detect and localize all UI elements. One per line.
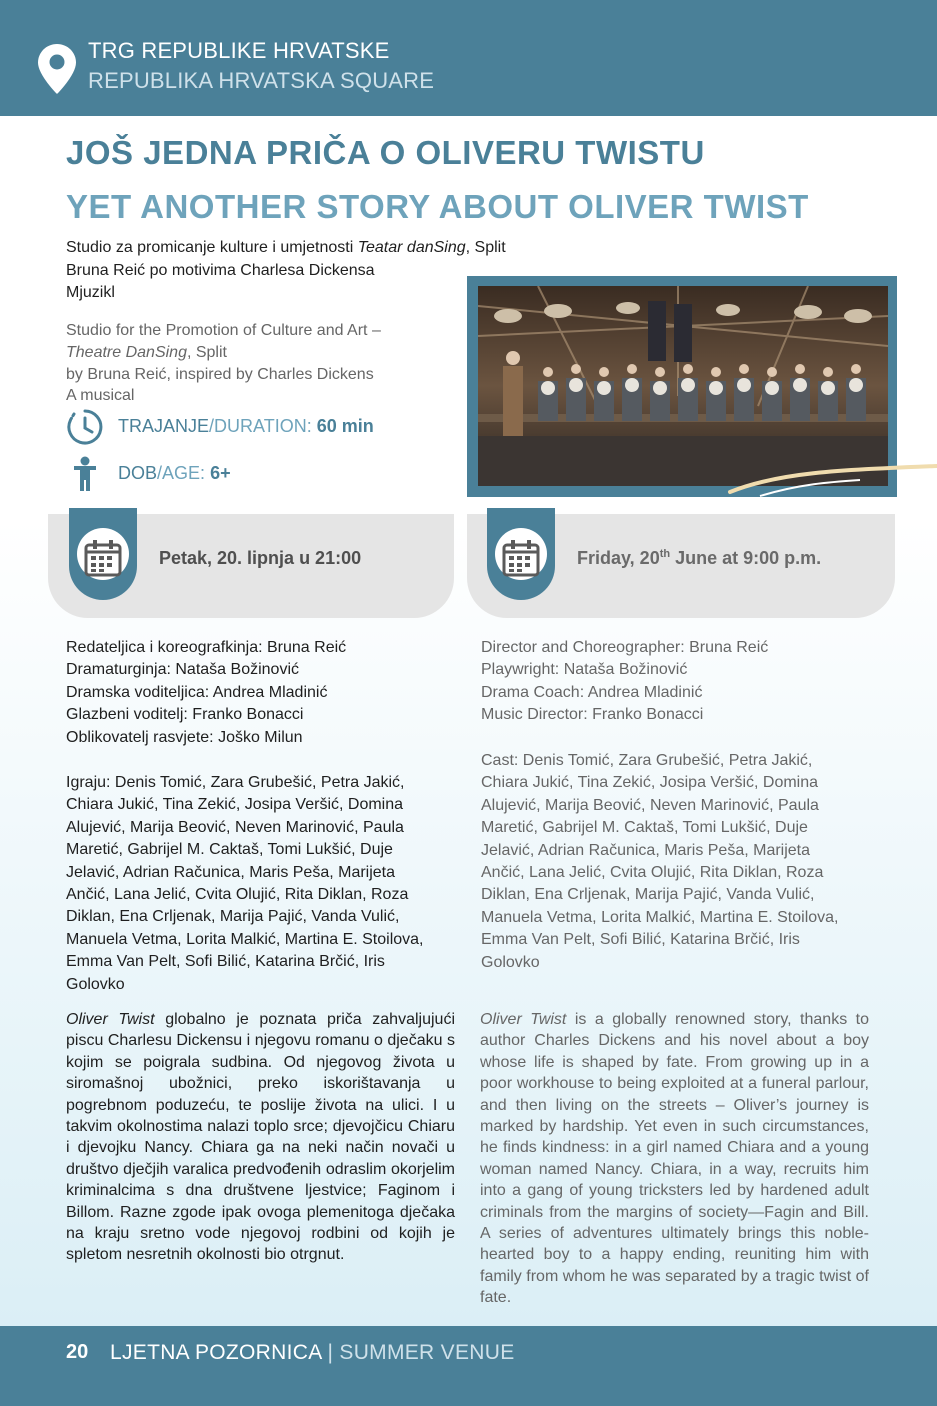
genre-hr: Mjuzikl	[66, 284, 115, 301]
cast-line: Diklan, Ena Crljenak, Marija Pajić, Vanda Vulić,	[66, 908, 400, 926]
author-en: by Bruna Reić, inspired by Charles Dickens	[66, 366, 374, 383]
credit-line: Drama Coach: Andrea Mladinić	[481, 683, 703, 701]
credit-line: Redateljica i koreografkinja: Bruna Reić	[66, 639, 347, 656]
cast-en	[481, 750, 869, 974]
calendar-icon	[502, 539, 540, 577]
cast-line: Ančić, Lana Jelić, Cvita Olujić, Rita Diklan, Roza	[66, 886, 409, 904]
calendar-icon	[84, 539, 122, 577]
cast-line: Cast: Denis Tomić, Zara Grubešić, Petra Jakić,	[481, 752, 813, 769]
cast-line: Manuela Vetma, Lorita Malkić, Martina E. Stoilova,	[66, 930, 424, 948]
company-en-line2: Theatre DanSing, Split	[66, 344, 227, 361]
cast-line: Ančić, Lana Jelić, Cvita Olujić, Rita Diklan, Roza	[481, 864, 824, 882]
title-en: YET ANOTHER STORY ABOUT OLIVER TWIST	[66, 188, 809, 225]
credits-en	[481, 637, 869, 727]
clock-icon	[66, 408, 104, 446]
venue-name-hr: TRG REPUBLIKE HRVATSKE	[88, 38, 390, 63]
cast-line: Maretić, Gabrijel M. Caktaš, Tomi Lukšić, Duje	[66, 841, 393, 859]
credit-line: Director and Choreographer: Bruna Reić	[481, 639, 769, 656]
duration: TRAJANJE/DURATION: 60 min	[118, 416, 374, 436]
synopsis-hr: Oliver Twist globalno je poznata priča zahvaljujući piscu Charlesu Dickensu i njegovu romanu o dječaku s kojim se poigrala sudbina. Od njegovog života u siromašnoj ubožnici, preko iskorištavanja u pogrebnom poduzeću, te poslije života na ulici. I u takvim okolnostima nalazi toplo srce; djevojčicu Chiaru i djevojku Nancy. Chiara ga na neki način novači u društvo dječjih varalica predvođenih odraslim okorjelim kriminalcima s dna društvene ljestvice; Faginom i Billom. Razne zgode ipak ovoga plemenitoga dječaka na kraju sretno vode njegovoj rodbini od kojih je spletom nesretnih okolnosti bio otrgnut.	[66, 1011, 455, 1264]
age: DOB/AGE: 6+	[118, 463, 231, 483]
cast-line: Chiara Jukić, Tina Zekić, Josipa Veršić, Domina	[481, 774, 819, 792]
credit-line: Glazbeni voditelj: Franko Bonacci	[66, 706, 304, 724]
author-hr: Bruna Reić po motivima Charlesa Dickensa	[66, 262, 375, 279]
credits-hr	[66, 637, 452, 749]
cast-line: Golovko	[66, 975, 125, 993]
credit-line: Oblikovatelj rasvjete: Joško Milun	[66, 728, 303, 746]
cast-line: Emma Van Pelt, Sofi Bilić, Katarina Brčić, Iris	[66, 953, 385, 971]
credit-line: Playwright: Nataša Božinović	[481, 661, 688, 679]
date-en: Friday, 20th June at 9:00 p.m.	[577, 548, 822, 568]
title-hr: JOŠ JEDNA PRIČA O OLIVERU TWISTU	[66, 134, 705, 171]
credit-line: Music Director: Franko Bonacci	[481, 706, 704, 724]
cast-line: Alujević, Marija Beović, Neven Marinović, Paula	[481, 796, 819, 814]
footer-bar	[0, 1326, 937, 1406]
synopsis-en: Oliver Twist is a globally renowned story, thanks to author Charles Dickens and his novel about a boy whose life is shaped by fate. From growing up in a poor workhouse to being exploited at a funeral parlour, and then living on the streets – Oliver’s journey is marked by hardship. Yet even in such circumstances, he finds kindness: in a girl named Chiara and a young woman named Nancy. Chiara, in a way, recruits him into a gang of young tricksters led by hardened adult criminals from the margins of society—Fagin and Bill. A series of adventures ultimately brings this noble-hearted boy to a happy ending, reuniting him with family from whom he was separated by a tragic twist of fate.	[480, 1011, 870, 1307]
date-hr: Petak, 20. lipnja u 21:00	[159, 548, 362, 568]
page-number: 20	[66, 1341, 89, 1363]
stage-photo	[478, 286, 888, 486]
map-pin-icon	[38, 44, 76, 94]
cast-line: Alujević, Marija Beović, Neven Marinović, Paula	[66, 818, 404, 836]
genre-en: A musical	[66, 387, 135, 404]
cast-line: Maretić, Gabrijel M. Caktaš, Tomi Lukšić, Duje	[481, 819, 808, 837]
cast-hr	[66, 772, 452, 996]
credit-line: Dramska voditeljica: Andrea Mladinić	[66, 683, 328, 701]
footer-venue: LJETNA POZORNICA | SUMMER VENUE	[110, 1341, 515, 1364]
cast-line: Diklan, Ena Crljenak, Marija Pajić, Vanda Vulić,	[481, 886, 815, 904]
cast-line: Igraju: Denis Tomić, Zara Grubešić, Petra Jakić,	[66, 774, 405, 791]
decorative-swoosh	[720, 462, 937, 502]
cast-line: Emma Van Pelt, Sofi Bilić, Katarina Brčić, Iris	[481, 931, 800, 949]
venue-name-en: REPUBLIKA HRVATSKA SQUARE	[88, 68, 435, 93]
company-hr: Studio za promicanje kulture i umjetnosti Teatar danSing, Split	[66, 239, 506, 256]
cast-line: Manuela Vetma, Lorita Malkić, Martina E. Stoilova,	[481, 908, 839, 926]
cast-line: Jelavić, Adrian Računica, Maris Peša, Marijeta	[481, 841, 811, 859]
cast-line: Jelavić, Adrian Računica, Maris Peša, Marijeta	[66, 863, 396, 881]
company-en-line1: Studio for the Promotion of Culture and Art –	[66, 322, 381, 339]
cast-line: Chiara Jukić, Tina Zekić, Josipa Veršić, Domina	[66, 796, 404, 814]
credit-line: Dramaturginja: Nataša Božinović	[66, 661, 299, 679]
person-icon	[72, 456, 98, 492]
cast-line: Golovko	[481, 953, 540, 971]
